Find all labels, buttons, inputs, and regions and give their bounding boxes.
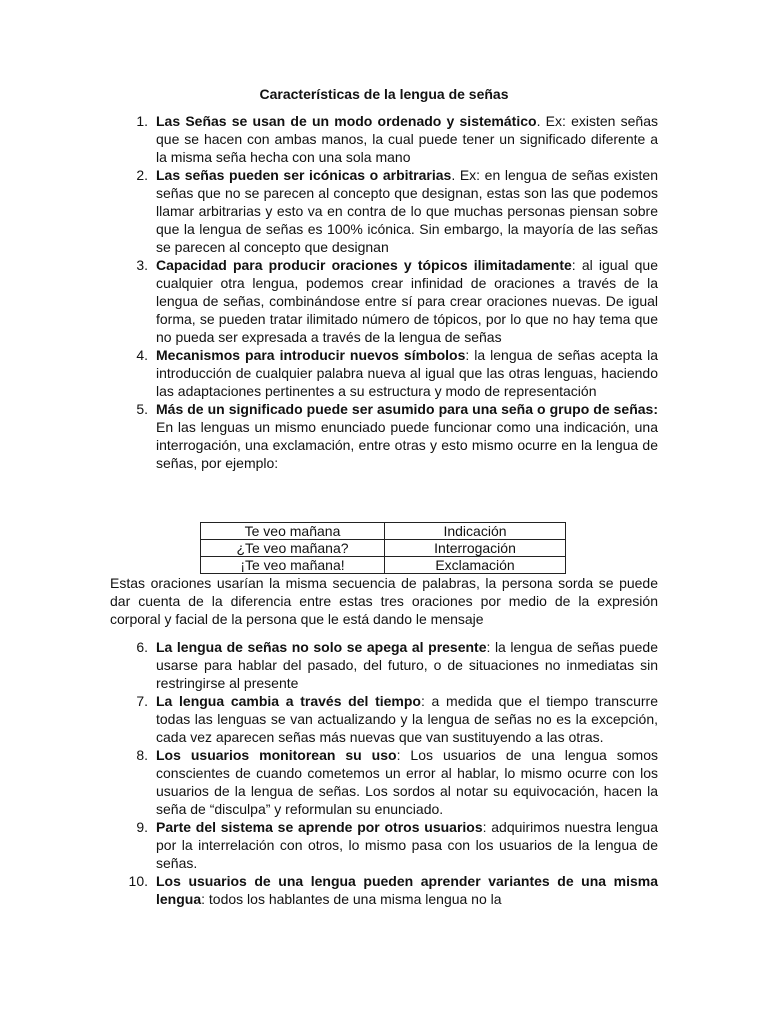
- item-text: En las lenguas un mismo enunciado puede funcionar como una indicación, una interrogación, una exclamación, entre otras y esto mismo ocurre en la lengua de señas, por ejemplo:: [156, 419, 658, 471]
- page-title: Características de la lengua de señas: [259, 86, 509, 102]
- item-text: : a medida que el tiempo transcurre todas las lenguas se van actualizando y la lengua de señas no es la excepción, cada vez aparecen señas más nuevas que van sustituyendo a las otras.: [156, 693, 658, 745]
- item-heading: Capacidad para producir oraciones y tópicos ilimitadamente: [156, 257, 572, 273]
- item-heading: Más de un significado puede ser asumido para una seña o grupo de señas:: [156, 401, 658, 417]
- characteristics-list-1: [0, 112, 768, 472]
- item-heading: Los usuarios monitorean su uso: [156, 747, 397, 763]
- item-heading: Las señas pueden ser icónicas o arbitrarias: [156, 167, 452, 183]
- table-cell: Indicación: [385, 523, 566, 540]
- table-cell: Interrogación: [385, 540, 566, 557]
- item-number: 9.: [136, 819, 148, 835]
- list-item: [0, 746, 658, 818]
- item-text: : Los usuarios de una lengua somos conscientes de cuando cometemos un error al hablar, lo mismo ocurre con los usuarios de la lengua de señas. Los sordos al notar su equivocación, hacen la seña de “disculpa” y reformulan su enunciado.: [156, 747, 658, 817]
- body-paragraph: Estas oraciones usarían la misma secuencia de palabras, la persona sorda se puede dar cuenta de la diferencia entre estas tres oraciones por medio de la expresión corporal y facial de la persona que le está dando le mensaje: [110, 575, 658, 627]
- item-number: 3.: [136, 257, 148, 273]
- table-row: [201, 557, 566, 574]
- item-number: 5.: [136, 401, 148, 417]
- item-number: 4.: [136, 347, 148, 363]
- item-number: 7.: [136, 693, 148, 709]
- item-number: 1.: [136, 113, 148, 129]
- list-item: [0, 692, 658, 746]
- item-text: : la lengua de señas puede usarse para hablar del pasado, del futuro, o de situaciones no inmediatas sin restringirse al presente: [156, 639, 658, 691]
- table-row: [201, 540, 566, 557]
- list-item: [0, 818, 658, 872]
- item-heading: La lengua cambia a través del tiempo: [156, 693, 421, 709]
- item-number: 6.: [136, 639, 148, 655]
- item-number: 2.: [136, 167, 148, 183]
- table-row: [201, 523, 566, 540]
- item-text: : la lengua de señas acepta la introducción de cualquier palabra nueva al igual que las otras lenguas, haciendo las adaptaciones pertinentes a su estructura y modo de representación: [156, 347, 659, 399]
- item-text: : adquirimos nuestra lengua por la interrelación con otros, lo mismo pasa con los usuarios de la lengua de señas.: [156, 819, 658, 871]
- table-cell: Te veo mañana: [201, 523, 385, 540]
- list-item: [0, 346, 658, 400]
- item-number: 8.: [136, 747, 148, 763]
- item-heading: Mecanismos para introducir nuevos símbolos: [156, 347, 466, 363]
- list-item: [0, 256, 658, 346]
- table-cell: ¡Te veo mañana!: [201, 557, 385, 574]
- table-cell: ¿Te veo mañana?: [201, 540, 385, 557]
- list-item: [0, 872, 658, 908]
- item-heading: Las Señas se usan de un modo ordenado y sistemático: [156, 113, 537, 129]
- list-item: [0, 112, 658, 166]
- table-cell: Exclamación: [385, 557, 566, 574]
- item-heading: Los usuarios de una lengua pueden aprender variantes de una misma lengua: [156, 873, 658, 907]
- item-heading: La lengua de señas no solo se apega al presente: [156, 639, 487, 655]
- item-heading: Parte del sistema se aprende por otros usuarios: [156, 819, 483, 835]
- item-text: : al igual que cualquier otra lengua, podemos crear infinidad de oraciones a través de la lengua de señas, combinándose entre sí para crear oraciones nuevas. De igual forma, se pueden tratar ilimitado número de tópicos, por lo que no hay tema que no pueda ser expresada a través de la lengua de señas: [156, 257, 658, 345]
- example-table: [200, 522, 566, 574]
- list-item: [0, 400, 658, 472]
- item-number: 10.: [128, 873, 148, 889]
- characteristics-list-2: [0, 638, 768, 908]
- item-text: : todos los hablantes de una misma lengua no la: [201, 891, 502, 907]
- list-item: [0, 638, 658, 692]
- item-text: . Ex: en lengua de señas existen señas que no se parecen al concepto que designan, estas son las que podemos llamar arbitrarias y esto va en contra de lo que muchas personas piensan sobre que la lengua de señas es 100% icónica. Sin embargo, la mayoría de las señas se parecen al concepto que designan: [156, 167, 658, 255]
- list-item: [0, 166, 658, 256]
- item-text: . Ex: existen señas que se hacen con ambas manos, la cual puede tener un significado diferente a la misma seña hecha con una sola mano: [156, 113, 658, 165]
